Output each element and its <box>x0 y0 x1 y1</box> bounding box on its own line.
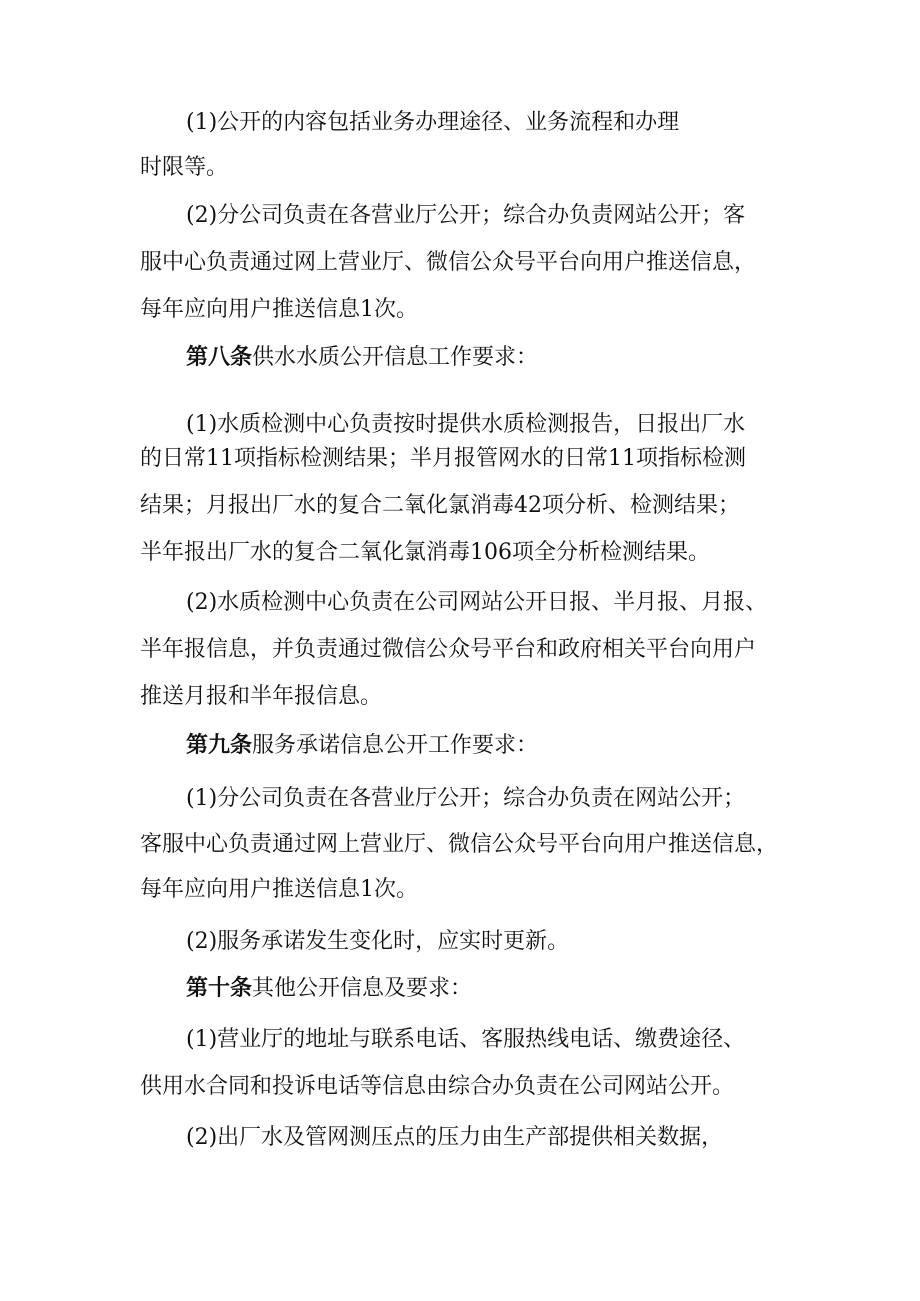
article-title: 供水水质公开信息工作要求： <box>252 345 539 370</box>
article-heading-line <box>186 973 472 1003</box>
paragraph-line: 服中心负责通过网上营业厅、微信公众号平台向用户推送信息， <box>140 250 757 275</box>
paragraph-line: 客服中心负责通过网上营业厅、微信公众号平台向用户推送信息， <box>140 832 779 857</box>
paragraph-line: (2)水质检测中心负责在公司网站公开日报、半月报、月报、 <box>186 590 768 615</box>
paragraph-line: (2)分公司负责在各营业厅公开；综合办负责网站公开；客 <box>186 203 746 228</box>
article-number: 第九条 <box>186 732 253 758</box>
paragraph-line: 推送月报和半年报信息。 <box>140 684 383 709</box>
paragraph-line: 每年应向用户推送信息1次。 <box>140 297 418 322</box>
article-heading-line <box>186 342 538 372</box>
article-title: 服务承诺信息公开工作要求： <box>252 733 539 758</box>
paragraph-line: (1)公开的内容包括业务办理途径、业务流程和办理 <box>186 110 680 135</box>
paragraph-line: 的日常11项指标检测结果；半月报管网水的日常11项指标检测 <box>140 446 746 471</box>
paragraph-line: 半年报出厂水的复合二氧化氯消毒106项全分析检测结果。 <box>140 540 710 565</box>
paragraph-line: (1)水质检测中心负责按时提供水质检测报告，日报出厂水 <box>186 412 746 437</box>
paragraph-line: 每年应向用户推送信息1次。 <box>140 877 418 902</box>
paragraph-line: 结果；月报出厂水的复合二氧化氯消毒42项分析、检测结果； <box>140 493 740 518</box>
paragraph-line: 半年报信息，并负责通过微信公众号平台和政府相关平台向用户 <box>140 637 757 662</box>
paragraph-line: 供用水合同和投诉电话等信息由综合办负责在公司网站公开。 <box>140 1074 735 1099</box>
paragraph-line: (2)服务承诺发生变化时，应实时更新。 <box>186 929 570 954</box>
paragraph-line: (1)营业厅的地址与联系电话、客服热线电话、缴费途径、 <box>186 1027 746 1052</box>
article-number: 第八条 <box>186 344 253 370</box>
paragraph-line: (2)出厂水及管网测压点的压力由生产部提供相关数据， <box>186 1125 724 1150</box>
article-title: 其他公开信息及要求： <box>252 976 473 1001</box>
article-heading-line <box>186 730 538 760</box>
paragraph-line: 时限等。 <box>140 155 229 180</box>
paragraph-line: (1)分公司负责在各营业厅公开；综合办负责在网站公开； <box>186 786 746 811</box>
article-number: 第十条 <box>186 975 253 1001</box>
